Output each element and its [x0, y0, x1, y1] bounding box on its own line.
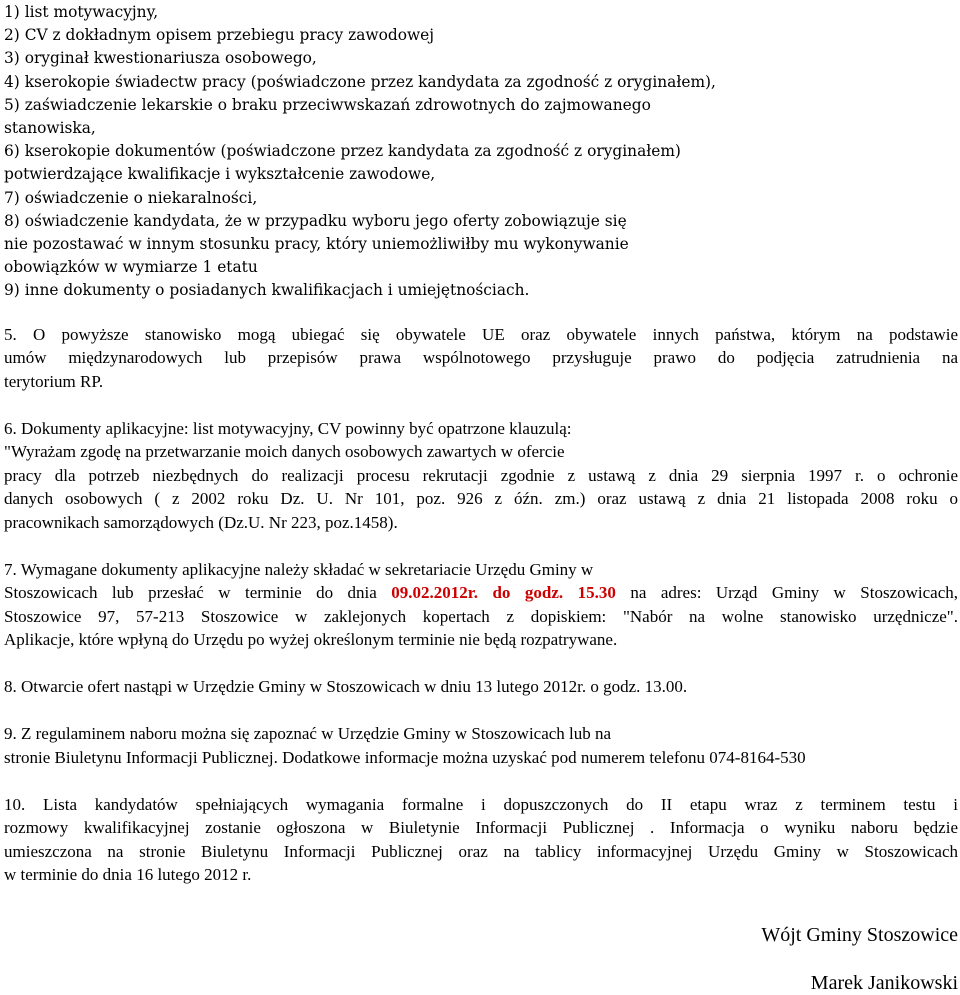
section-7-line — [4, 581, 958, 605]
deadline-minutes: 30 — [598, 583, 616, 603]
section-9-line: 9. Z regulaminem naboru można się zapoznać w Urzędzie Gminy w Stoszowicach lub na — [4, 724, 612, 744]
section-6-line: "Wyrażam zgodę na przetwarzanie moich danych osobowych zawartych w ofercie — [4, 442, 565, 462]
section-9-line: stronie Biuletynu Informacji Publicznej. Dodatkowe informacje można uzyskać pod numerem telefonu 074-8164-530 — [4, 747, 806, 767]
section-5-line: 5. O powyższe stanowisko mogą ubiegać się obywatele UE oraz obywatele innych państwa, którym na podstawie — [4, 324, 958, 344]
list-item: 8) oświadczenie kandydata, że w przypadku wyboru jego oferty zobowiązuje się — [4, 211, 627, 230]
list-item: obowiązków w wymiarze 1 etatu — [4, 258, 258, 277]
section-6-line: 6. Dokumenty aplikacyjne: list motywacyjny, CV powinny być opatrzone klauzulą: — [4, 418, 572, 438]
section-7-text: Stoszowicach lub przesłać w terminie do dnia — [4, 583, 392, 603]
section-7-line: Stoszowice 97, 57-213 Stoszowice w zaklejonych kopertach z dopiskiem: "Nabór na wolne stanowisko urzędnicze". — [4, 606, 958, 626]
section-8-line: 8. Otwarcie ofert nastąpi w Urzędzie Gminy w Stoszowicach w dniu 13 lutego 2012r. o godz. 13.00. — [4, 677, 688, 697]
document-body — [4, 323, 958, 887]
list-item: 3) oryginał kwestionariusza osobowego, — [4, 49, 317, 68]
list-item: 7) oświadczenie o niekaralności, — [4, 188, 258, 207]
section-10-line: 10. Lista kandydatów spełniających wymagania formalne i dopuszczonych do II etapu wraz z terminem testu i — [4, 794, 958, 814]
section-9-regulations — [4, 722, 958, 769]
section-7-text: na adres: Urząd Gminy w Stoszowicach, — [615, 583, 958, 603]
section-6-line: pracy dla potrzeb niezbędnych do realizacji procesu rekrutacji zgodnie z ustawą z dnia 29 sierpnia 1997 r. o ochronie — [4, 465, 958, 485]
requirements-list — [4, 0, 958, 303]
section-7-line: 7. Wymagane dokumenty aplikacyjne należy składać w sekretariacie Urzędu Gminy w — [4, 559, 594, 579]
section-7-line: Aplikacje, które wpłyną do Urzędu po wyżej określonym terminie nie będą rozpatrywane. — [4, 630, 618, 650]
section-6-line: pracownikach samorządowych (Dz.U. Nr 223, poz.1458). — [4, 512, 398, 532]
section-5-line: umów międzynarodowych lub przepisów prawa wspólnotowego przysługuje prawo do podjęcia zatrudnienia na — [4, 348, 958, 368]
section-10-candidates-list — [4, 793, 958, 887]
list-item: 9) inne dokumenty o posiadanych kwalifikacjach i umiejętnościach. — [4, 281, 530, 300]
section-10-line: umieszczona na stronie Biuletynu Informacji Publicznej oraz na tablicy informacyjnej Urzędu Gminy w Stoszowicach — [4, 841, 958, 861]
list-item: 4) kserokopie świadectw pracy (poświadczone przez kandydata za zgodność z oryginałem), — [4, 72, 716, 91]
list-item: 2) CV z dokładnym opisem przebiegu pracy zawodowej — [4, 26, 435, 45]
section-7-submission — [4, 558, 958, 652]
list-item: stanowiska, — [4, 119, 96, 138]
document-page — [4, 0, 958, 887]
section-10-line: rozmowy kwalifikacyjnej zostanie ogłoszona w Biuletynie Informacji Publicznej . Informacja o wyniku naboru będzie — [4, 818, 958, 838]
section-6-documents-clause — [4, 417, 958, 535]
signature-title: Wójt Gminy Stoszowice — [761, 924, 958, 946]
section-5-line: terytorium RP. — [4, 371, 104, 391]
list-item: potwierdzające kwalifikacje i wykształcenie zawodowe, — [4, 165, 436, 184]
section-8-opening — [4, 675, 958, 699]
section-5-eligibility — [4, 323, 958, 394]
section-10-line: w terminie do dnia 16 lutego 2012 r. — [4, 865, 252, 885]
signature-name: Marek Janikowski — [810, 972, 958, 994]
list-item: nie pozostawać w innym stosunku pracy, który uniemożliwiłby mu wykonywanie — [4, 235, 629, 254]
deadline-highlight — [391, 583, 616, 602]
list-item: 6) kserokopie dokumentów (poświadczone przez kandydata za zgodność z oryginałem) — [4, 142, 681, 161]
section-6-line: danych osobowych ( z 2002 roku Dz. U. Nr 101, poz. 926 z óźn. zm.) oraz ustawą z dnia 21 listopada 2008 roku o — [4, 489, 958, 509]
list-item: 1) list motywacyjny, — [4, 3, 159, 21]
list-item: 5) zaświadczenie lekarskie o braku przeciwwskazań zdrowotnych do zajmowanego — [4, 95, 651, 114]
deadline-date: 09.02.2012r. do godz. 15. — [391, 583, 599, 603]
